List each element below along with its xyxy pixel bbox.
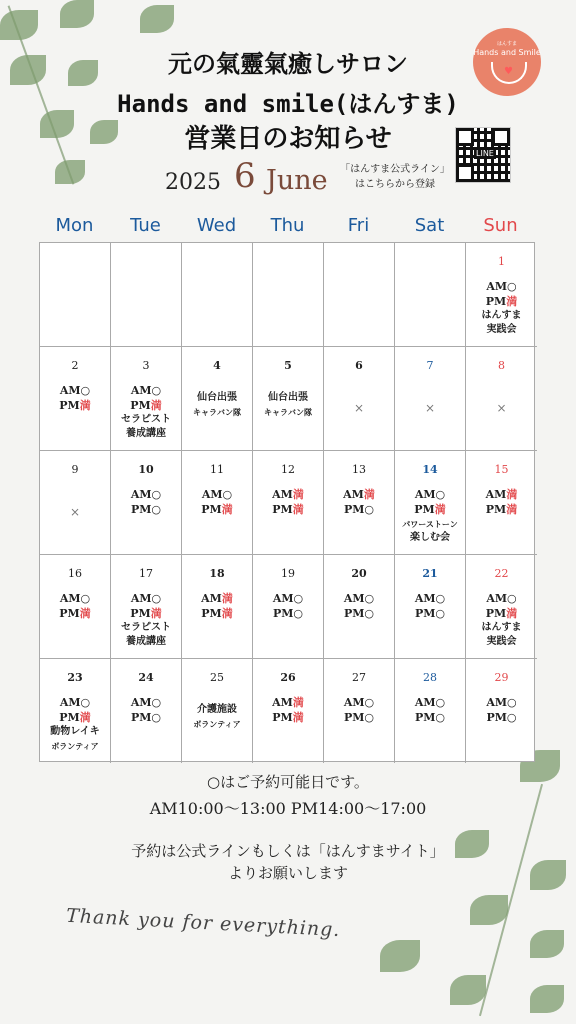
day-number: 17	[139, 567, 153, 580]
day-number: 2	[71, 359, 79, 372]
day-entry-line: セラピスト	[121, 414, 171, 425]
day-entry-line: AM○	[59, 592, 91, 605]
day-entry-line: 実践会	[486, 636, 517, 647]
day-entry-line: AM○	[486, 280, 517, 293]
calendar-day-cell	[182, 451, 253, 555]
day-number: 1	[498, 255, 505, 268]
weekday-header-sat: Sat	[414, 215, 445, 236]
weekday-header-wed: Wed	[196, 215, 237, 236]
weekday-header-sun: Sun	[483, 215, 518, 236]
day-entry-line: PM満	[130, 607, 162, 620]
day-entry-line: PM満	[130, 399, 162, 412]
calendar-day-cell	[253, 347, 324, 451]
calendar-day-cell	[40, 243, 111, 347]
weekday-header-fri: Fri	[347, 215, 370, 236]
day-number: 12	[281, 463, 295, 476]
day-entry-line: AM○	[343, 696, 375, 709]
calendar-day-cell	[40, 659, 111, 763]
day-entry-line: 仙台出張	[197, 392, 237, 403]
day-entry-line: 実践会	[486, 324, 517, 335]
calendar-day-cell	[111, 451, 182, 555]
day-number: 16	[68, 567, 82, 580]
day-entry-line: AM満	[343, 488, 375, 501]
calendar-day-cell	[182, 347, 253, 451]
day-number: 5	[284, 359, 292, 372]
reservation-note-2: よりお願いします	[227, 864, 348, 882]
salon-title: 元の氣靈氣癒しサロン	[168, 50, 408, 78]
day-entry-line: パワーストーン	[402, 519, 458, 529]
day-number: 7	[426, 359, 434, 372]
closed-mark: ×	[69, 505, 81, 519]
closed-mark: ×	[424, 401, 436, 415]
day-entry-line: ボランティア	[51, 741, 99, 751]
day-entry-line: AM○	[130, 488, 162, 501]
day-entry-line: PM○	[130, 503, 162, 516]
calendar-day-cell	[395, 659, 466, 763]
day-entry-line: PM満	[59, 711, 91, 724]
calendar-day-cell	[466, 243, 537, 347]
day-entry-line: PM満	[201, 607, 233, 620]
year: 2025	[165, 170, 221, 195]
day-entry-line: 仙台出張	[268, 392, 308, 403]
day-number: 25	[210, 671, 224, 684]
day-number: 26	[280, 671, 296, 684]
calendar-day-cell	[111, 347, 182, 451]
day-entry-line: ボランティア	[193, 719, 241, 729]
business-hours: AM10:00～13:00 PM14:00～17:00	[149, 799, 427, 818]
calendar-day-cell	[324, 243, 395, 347]
day-entry-line: PM○	[414, 607, 446, 620]
month-name: June	[266, 165, 328, 196]
day-entry-line: PM満	[272, 711, 304, 724]
day-entry-line: AM○	[59, 696, 91, 709]
day-entry-line: AM○	[414, 592, 446, 605]
calendar-day-cell	[111, 243, 182, 347]
weekday-header-mon: Mon	[55, 215, 94, 236]
day-entry-line: 養成講座	[126, 636, 166, 647]
day-number: 24	[138, 671, 154, 684]
line-label: LINE	[476, 149, 494, 158]
day-number: 28	[423, 671, 437, 684]
day-entry-line: AM○	[59, 384, 91, 397]
day-number: 11	[210, 463, 224, 476]
day-entry-line: PM○	[414, 711, 446, 724]
day-entry-line: AM○	[414, 488, 446, 501]
day-number: 18	[209, 567, 225, 580]
day-entry-line: AM○	[130, 696, 162, 709]
calendar-day-cell	[395, 555, 466, 659]
day-entry-line: PM満	[485, 295, 518, 308]
day-number: 14	[422, 463, 438, 476]
calendar-day-cell	[182, 555, 253, 659]
calendar-day-cell	[182, 659, 253, 763]
day-entry-line: PM○	[343, 503, 375, 516]
closed-mark: ×	[496, 401, 507, 415]
calendar-day-cell	[253, 555, 324, 659]
day-number: 19	[281, 567, 295, 580]
day-entry-line: はんすま	[481, 310, 522, 321]
notice-title: 営業日のお知らせ	[184, 124, 392, 154]
calendar-day-cell	[253, 659, 324, 763]
day-entry-line: AM満	[201, 592, 233, 605]
day-entry-line: PM満	[485, 503, 518, 516]
day-entry-line: PM○	[343, 607, 375, 620]
day-number: 8	[498, 359, 505, 372]
calendar-day-cell	[40, 347, 111, 451]
day-entry-line: PM満	[414, 503, 446, 516]
line-qr-code[interactable]	[456, 128, 510, 182]
hands-and-smile-logo	[473, 28, 541, 96]
calendar-day-cell	[466, 347, 537, 451]
calendar-day-cell	[466, 555, 537, 659]
day-entry-line: PM満	[59, 399, 91, 412]
calendar-day-cell	[111, 659, 182, 763]
heart-icon: ♥	[504, 66, 513, 77]
month-number: 6	[234, 156, 256, 196]
calendar-day-cell	[395, 347, 466, 451]
calendar-day-cell	[324, 451, 395, 555]
day-entry-line: PM○	[486, 711, 517, 724]
weekday-header-tue: Tue	[130, 215, 161, 236]
calendar-day-cell	[182, 243, 253, 347]
calendar-day-cell	[324, 555, 395, 659]
line-note-sub: はこちらから登録	[355, 179, 435, 190]
day-number: 22	[494, 567, 509, 580]
day-entry-line: 動物レイキ	[50, 726, 100, 737]
day-entry-line: AM○	[272, 592, 304, 605]
calendar-day-cell	[324, 659, 395, 763]
calendar-day-cell	[111, 555, 182, 659]
day-entry-line: AM○	[414, 696, 446, 709]
thank-you-message: Thank you for everything.	[65, 904, 341, 942]
calendar-grid	[39, 242, 535, 762]
calendar-day-cell	[466, 451, 537, 555]
day-entry-line: セラピスト	[121, 622, 171, 633]
day-entry-line: キャラバン隊	[193, 407, 241, 417]
line-note: 「はんすま公式ライン」	[340, 164, 450, 175]
day-number: 23	[67, 671, 83, 684]
calendar-day-cell	[395, 451, 466, 555]
calendar-day-cell	[253, 451, 324, 555]
day-number: 3	[142, 359, 150, 372]
day-entry-line: AM満	[485, 488, 518, 501]
day-entry-line: 楽しむ会	[410, 532, 450, 543]
salon-name: Hands and smile(はんすま)	[117, 90, 459, 118]
day-number: 10	[138, 463, 154, 476]
legend-note: ○はご予約可能日です。	[207, 773, 369, 791]
closed-mark: ×	[353, 401, 365, 415]
day-entry-line: AM○	[343, 592, 375, 605]
calendar-day-cell	[40, 451, 111, 555]
logo-name: Hands and Smile	[473, 48, 541, 57]
day-entry-line: PM満	[272, 503, 304, 516]
day-entry-line: AM○	[486, 696, 517, 709]
reservation-note: 予約は公式ラインもしくは「はんすまサイト」	[131, 842, 445, 860]
calendar-day-cell	[466, 659, 537, 763]
day-entry-line: キャラバン隊	[264, 407, 312, 417]
day-entry-line: PM満	[201, 503, 233, 516]
day-entry-line: AM○	[486, 592, 517, 605]
weekday-header-thu: Thu	[270, 215, 305, 236]
day-entry-line: PM満	[59, 607, 91, 620]
day-entry-line: はんすま	[481, 622, 522, 633]
day-entry-line: 介護施設	[197, 704, 237, 715]
day-number: 29	[494, 671, 509, 684]
day-number: 21	[422, 567, 438, 580]
calendar-day-cell	[40, 555, 111, 659]
day-number: 13	[352, 463, 366, 476]
day-entry-line: AM満	[272, 488, 304, 501]
day-entry-line: AM満	[272, 696, 304, 709]
day-entry-line: AM○	[201, 488, 233, 501]
calendar-day-cell	[395, 243, 466, 347]
day-entry-line: PM○	[272, 607, 304, 620]
logo-small-text: はんすま	[496, 41, 517, 47]
day-entry-line: AM○	[130, 384, 162, 397]
calendar-day-cell	[324, 347, 395, 451]
day-entry-line: PM○	[130, 711, 162, 724]
day-number: 9	[71, 463, 79, 476]
day-entry-line: 養成講座	[126, 428, 166, 439]
day-number: 20	[351, 567, 367, 580]
day-entry-line: PM○	[343, 711, 375, 724]
day-number: 15	[494, 463, 509, 476]
day-number: 6	[355, 359, 363, 372]
calendar-day-cell	[253, 243, 324, 347]
day-number: 4	[213, 359, 221, 372]
day-entry-line: AM○	[130, 592, 162, 605]
day-number: 27	[352, 671, 366, 684]
day-entry-line: PM満	[485, 607, 518, 620]
